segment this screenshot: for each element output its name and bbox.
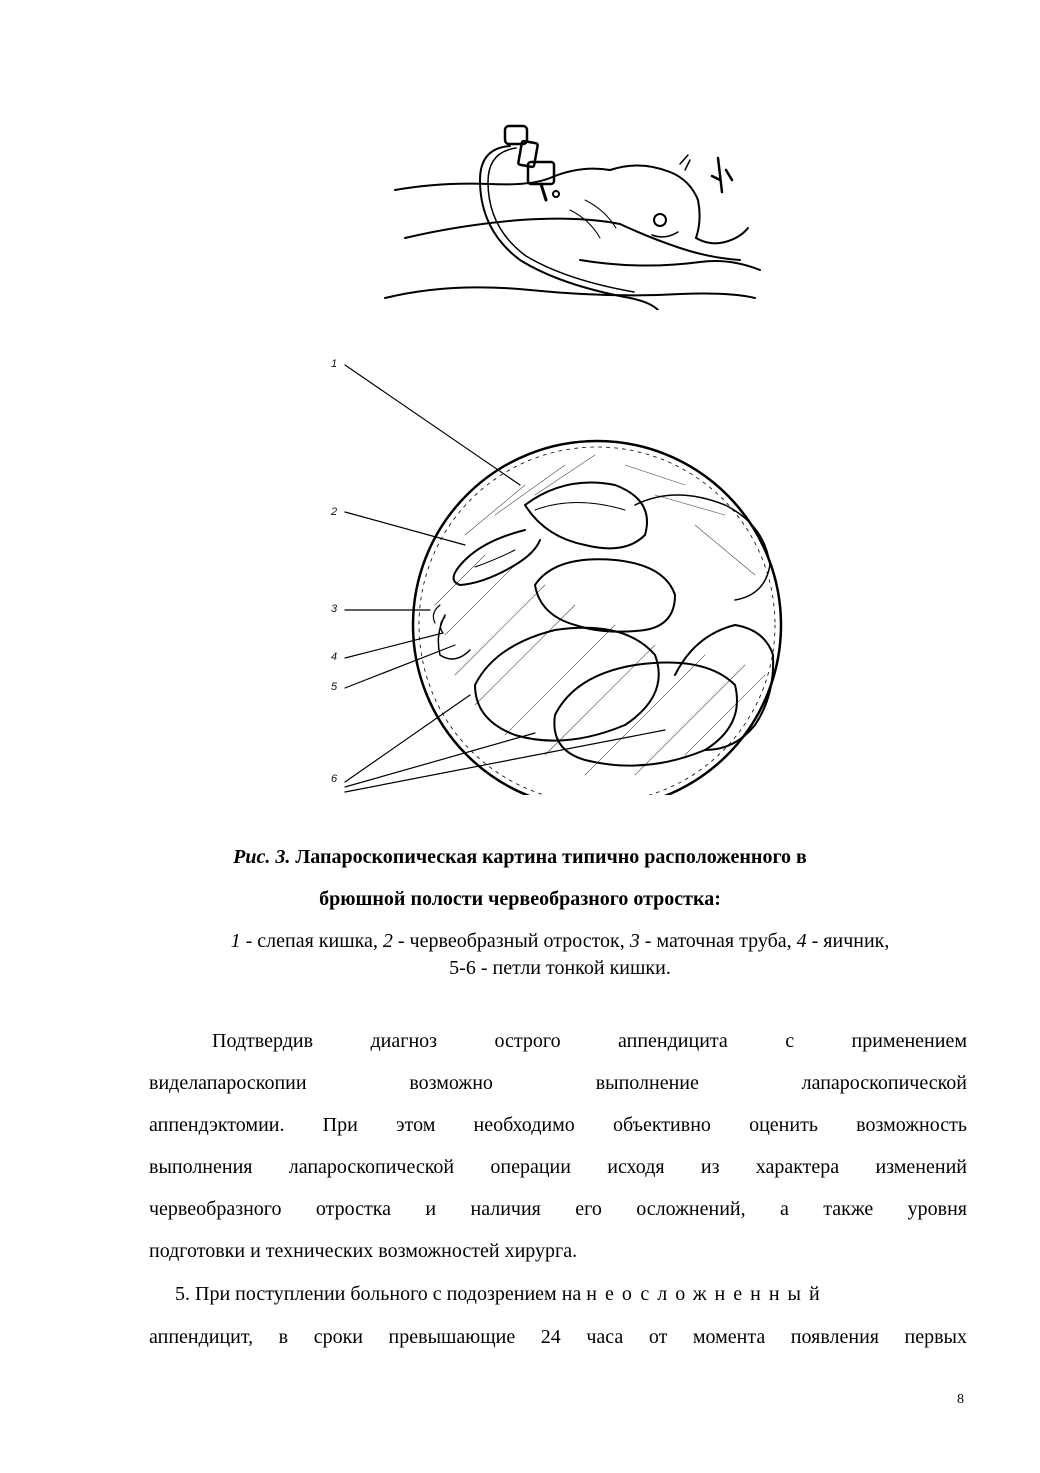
legend-line-2: 5-6 - петли тонкой кишки. <box>449 957 671 979</box>
legend-text-2: - червеобразный отросток, <box>392 930 630 952</box>
body-line-5: червеобразного отростка и наличия его осложнений, а также уровня <box>149 1198 967 1220</box>
legend-text-4: - яичник, <box>806 930 890 952</box>
body-line-4: выполнения лапароскопической операции исходя из характера изменений <box>149 1156 967 1178</box>
callout-1: 1 <box>331 358 338 370</box>
item-5-line-1 <box>175 1282 967 1306</box>
legend-num-2: 2 <box>382 930 393 952</box>
callout-6: 6 <box>331 773 338 785</box>
callout-4: 4 <box>331 651 338 663</box>
body-line-3: аппендэктомии. При этом необходимо объективно оценить возможность <box>149 1114 967 1136</box>
legend-num-1: 1 <box>230 930 241 952</box>
item-5-start: 5. При поступлении больного с подозрением на <box>175 1283 587 1305</box>
body-line-6: подготовки и технических возможностей хирурга. <box>149 1240 578 1262</box>
caption-title-part1: Лапароскопическая картина типично расположенного в <box>290 846 807 868</box>
legend-text-1: - слепая кишка, <box>240 930 383 952</box>
caption-title-part2: брюшной полости червеобразного отростка: <box>319 888 721 910</box>
legend-num-4: 4 <box>796 930 807 952</box>
laparoscopic-view-illustration <box>325 355 795 795</box>
item-5-emphasis: неосложненный <box>586 1283 828 1305</box>
figure-caption-title <box>0 846 1040 869</box>
legend-num-3: 3 <box>629 930 640 952</box>
figure-legend <box>0 930 1040 953</box>
item-5-line-2: аппендицит, в сроки превышающие 24 часа от момента появления первых <box>149 1326 967 1348</box>
figure-label: Рис. 3. <box>233 846 291 868</box>
body-line-1: Подтвердив диагноз острого аппендицита с применением <box>212 1030 967 1052</box>
page-number: 8 <box>957 1392 964 1407</box>
laparoscopy-patient-illustration <box>380 120 770 310</box>
callout-2: 2 <box>331 506 338 518</box>
legend-text-3: - маточная труба, <box>639 930 797 952</box>
body-line-2: виделапароскопии возможно выполнение лапароскопической <box>149 1072 967 1094</box>
callout-3: 3 <box>331 603 338 615</box>
callout-5: 5 <box>331 681 338 693</box>
